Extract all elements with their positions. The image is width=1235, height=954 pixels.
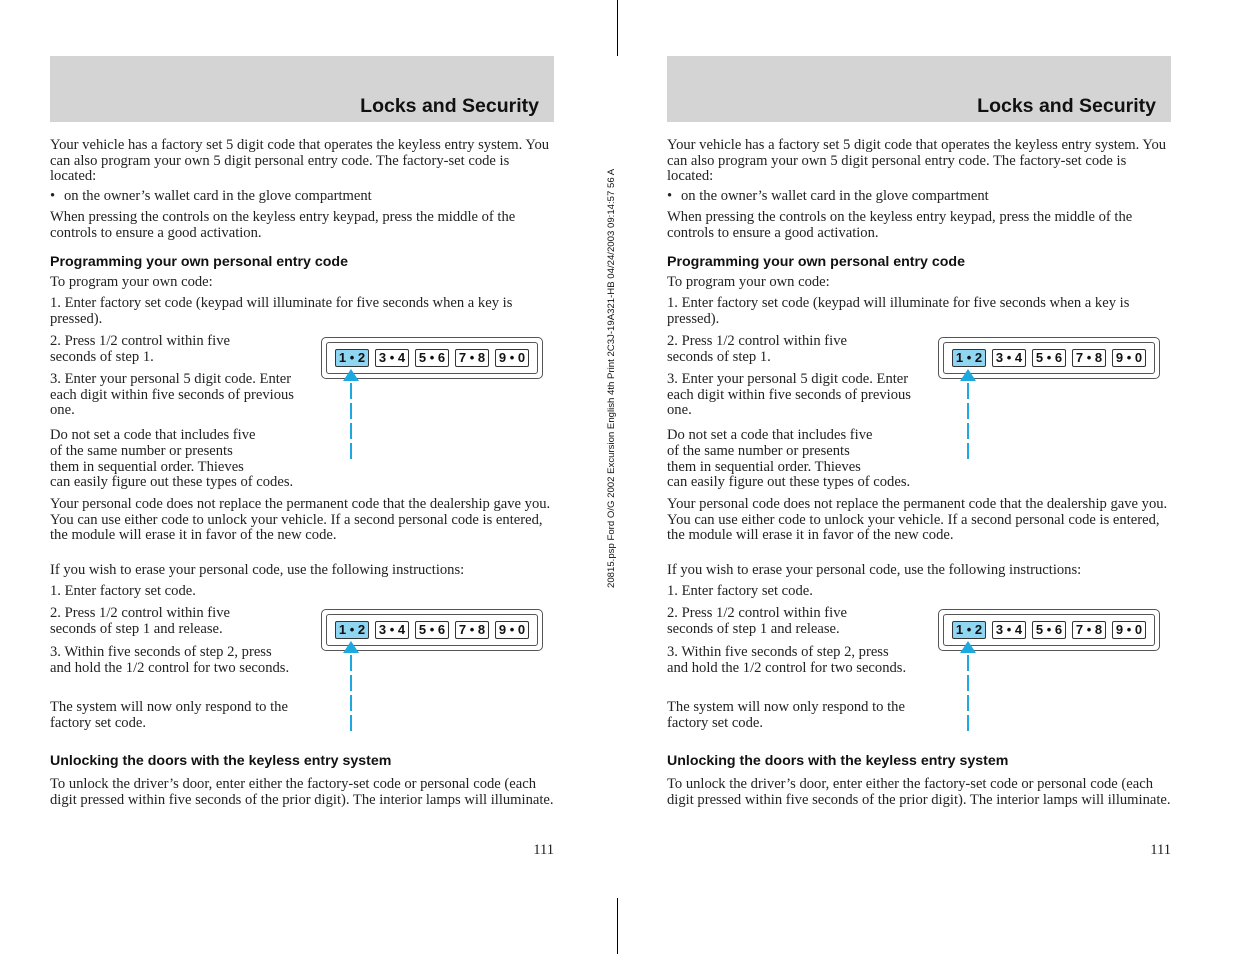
intro-paragraph-2: When pressing the controls on the keyless entry keypad, press the middle of the controls to ensure a good activation. bbox=[667, 209, 1133, 241]
page-right bbox=[667, 0, 1171, 954]
keypad-key-5-6: 5 • 6 bbox=[415, 621, 449, 639]
bullet-icon: • bbox=[667, 188, 673, 204]
programming-step-2: 2. Press 1/2 control within five seconds of step 1. bbox=[667, 333, 847, 365]
intro-paragraph: Your vehicle has a factory set 5 digit code that operates the keyless entry system. You can also program your own 5 digit personal entry code. The factory-set code is located: bbox=[667, 137, 1167, 184]
page-number: 111 bbox=[1150, 842, 1171, 858]
arrow-up-icon bbox=[960, 369, 976, 459]
keypad-key-1-2: 1 • 2 bbox=[952, 621, 986, 639]
intro-paragraph-2: When pressing the controls on the keyless entry keypad, press the middle of the controls to ensure a good activation. bbox=[50, 209, 516, 241]
intro-paragraph: Your vehicle has a factory set 5 digit code that operates the keyless entry system. You can also program your own 5 digit personal entry code. The factory-set code is located: bbox=[50, 137, 550, 184]
keypad-key-7-8: 7 • 8 bbox=[1072, 349, 1106, 367]
keypad-key-7-8: 7 • 8 bbox=[455, 349, 489, 367]
erase-step-1: 1. Enter factory set code. bbox=[667, 583, 813, 599]
keypad-key-5-6: 5 • 6 bbox=[415, 349, 449, 367]
keypad-key-1-2: 1 • 2 bbox=[335, 349, 369, 367]
page-title: Locks and Security bbox=[360, 95, 539, 117]
crop-mark-top bbox=[617, 0, 618, 56]
keypad-key-9-0: 9 • 0 bbox=[495, 349, 529, 367]
header-band bbox=[667, 56, 1171, 122]
intro-bullet-text: on the owner’s wallet card in the glove compartment bbox=[681, 188, 989, 204]
programming-step-1: 1. Enter factory set code (keypad will illuminate for five seconds when a key is pressed). bbox=[50, 295, 513, 327]
keypad-key-3-4: 3 • 4 bbox=[992, 621, 1026, 639]
programming-note-line-4: can easily figure out these types of codes. bbox=[50, 474, 294, 490]
erase-step-4: The system will now only respond to the factory set code. bbox=[667, 699, 905, 731]
erase-intro: If you wish to erase your personal code, use the following instructions: bbox=[667, 562, 1082, 578]
keypad-key-9-0: 9 • 0 bbox=[495, 621, 529, 639]
header-band bbox=[50, 56, 554, 122]
keypad-key-3-4: 3 • 4 bbox=[992, 349, 1026, 367]
programming-note-line-2: of the same number or presents bbox=[667, 443, 850, 459]
print-info: 20815.psp Ford O/G 2002 Excursion English 4th Print 2C3J-19A321-HB 04/24/2003 09:14:57 56 A bbox=[606, 168, 617, 588]
programming-intro: To program your own code: bbox=[50, 274, 213, 290]
keypad-key-5-6: 5 • 6 bbox=[1032, 621, 1066, 639]
programming-step-3: 3. Enter your personal 5 digit code. Enter each digit within five seconds of previous one. bbox=[667, 371, 911, 418]
erase-step-3: 3. Within five seconds of step 2, press and hold the 1/2 control for two seconds. bbox=[667, 644, 907, 676]
keypad-key-9-0: 9 • 0 bbox=[1112, 621, 1146, 639]
page-title: Locks and Security bbox=[977, 95, 1156, 117]
programming-heading: Programming your own personal entry code bbox=[667, 254, 965, 270]
page-number: 111 bbox=[533, 842, 554, 858]
programming-note-line-1: Do not set a code that includes five bbox=[50, 427, 256, 443]
keypad-key-1-2: 1 • 2 bbox=[952, 349, 986, 367]
unlocking-heading: Unlocking the doors with the keyless entry system bbox=[667, 753, 1009, 769]
personal-code-paragraph: Your personal code does not replace the permanent code that the dealership gave you. You can use either code to unlock your vehicle. If a second personal code is entered, the module will erase it in favor of the new code. bbox=[50, 496, 551, 543]
arrow-up-icon bbox=[343, 369, 359, 459]
page-left bbox=[50, 0, 554, 954]
intro-bullet bbox=[50, 189, 556, 205]
erase-intro: If you wish to erase your personal code, use the following instructions: bbox=[50, 562, 465, 578]
programming-step-2: 2. Press 1/2 control within five seconds of step 1. bbox=[50, 333, 230, 365]
keypad-key-3-4: 3 • 4 bbox=[375, 349, 409, 367]
unlocking-paragraph: To unlock the driver’s door, enter either the factory-set code or personal code (each digit pressed within five seconds of the prior digit). The interior lamps will illuminate. bbox=[667, 776, 1171, 808]
keypad-key-5-6: 5 • 6 bbox=[1032, 349, 1066, 367]
keypad-key-3-4: 3 • 4 bbox=[375, 621, 409, 639]
programming-intro: To program your own code: bbox=[667, 274, 830, 290]
erase-step-2: 2. Press 1/2 control within five seconds of step 1 and release. bbox=[667, 605, 847, 637]
programming-note-line-2: of the same number or presents bbox=[50, 443, 233, 459]
unlocking-heading: Unlocking the doors with the keyless entry system bbox=[50, 753, 392, 769]
arrow-up-icon bbox=[960, 641, 976, 731]
arrow-up-icon bbox=[343, 641, 359, 731]
programming-step-3: 3. Enter your personal 5 digit code. Enter each digit within five seconds of previous one. bbox=[50, 371, 294, 418]
erase-step-3: 3. Within five seconds of step 2, press and hold the 1/2 control for two seconds. bbox=[50, 644, 290, 676]
personal-code-paragraph: Your personal code does not replace the permanent code that the dealership gave you. You can use either code to unlock your vehicle. If a second personal code is entered, the module will erase it in favor of the new code. bbox=[667, 496, 1168, 543]
programming-heading: Programming your own personal entry code bbox=[50, 254, 348, 270]
programming-note-line-3: them in sequential order. Thieves bbox=[50, 459, 244, 475]
erase-step-1: 1. Enter factory set code. bbox=[50, 583, 196, 599]
erase-step-4: The system will now only respond to the factory set code. bbox=[50, 699, 288, 731]
intro-bullet-text: on the owner’s wallet card in the glove compartment bbox=[64, 188, 372, 204]
programming-note-line-4: can easily figure out these types of codes. bbox=[667, 474, 911, 490]
programming-note-line-1: Do not set a code that includes five bbox=[667, 427, 873, 443]
keypad-key-9-0: 9 • 0 bbox=[1112, 349, 1146, 367]
keypad-key-1-2: 1 • 2 bbox=[335, 621, 369, 639]
erase-step-2: 2. Press 1/2 control within five seconds of step 1 and release. bbox=[50, 605, 230, 637]
bullet-icon: • bbox=[50, 188, 56, 204]
keypad-key-7-8: 7 • 8 bbox=[455, 621, 489, 639]
programming-note-line-3: them in sequential order. Thieves bbox=[667, 459, 861, 475]
crop-mark-bottom bbox=[617, 898, 618, 954]
programming-step-1: 1. Enter factory set code (keypad will illuminate for five seconds when a key is pressed). bbox=[667, 295, 1130, 327]
unlocking-paragraph: To unlock the driver’s door, enter either the factory-set code or personal code (each digit pressed within five seconds of the prior digit). The interior lamps will illuminate. bbox=[50, 776, 554, 808]
intro-bullet bbox=[667, 189, 1173, 205]
keypad-key-7-8: 7 • 8 bbox=[1072, 621, 1106, 639]
